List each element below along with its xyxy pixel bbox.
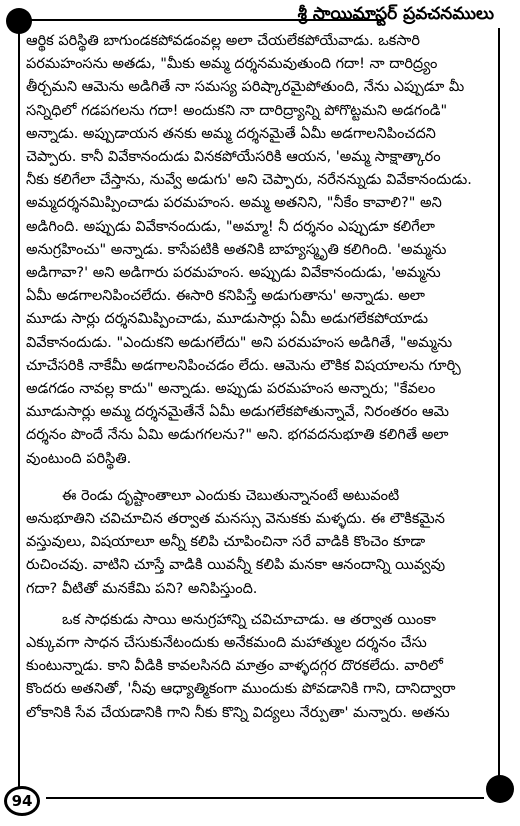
text-line: వుంటుంది పరిస్థితి. (26, 450, 132, 467)
paragraph-2 (26, 485, 496, 601)
text-line: కొందరు అతనితో, 'నీవు ఆధ్యాత్మికంగా ముందుకు పోవడానికి గాని, దానిద్వారా (26, 681, 456, 698)
paragraph-3 (26, 609, 496, 725)
page-number: 94 (4, 786, 40, 816)
paragraph-1 (26, 30, 496, 471)
text-line: ఒక సాధకుడు సాయి అనుగ్రహాన్ని చవిచూచాడు. ఆ తర్వాత యింకా (62, 611, 436, 628)
page-body-text (26, 30, 496, 725)
text-line: చూచేసరికి నాకేమీ అడగాలనిపించడం లేదు. ఆమెను లౌకిక విషయాలను గూర్చి (26, 357, 461, 374)
text-line: ఏమీ అడగాలనిపించలేదు. ఈసారి కనిపిస్తే అడుగుతాను' అన్నాడు. అలా (26, 288, 425, 305)
text-line: అనుగ్రహించు" అన్నాడు. కాసేపటికి అతనికి బాహ్యస్మృతి కలిగింది. 'అమ్మను (26, 241, 447, 258)
right-border-rule (498, 28, 500, 778)
text-line: ఆర్థిక పరిస్థితి బాగుండకపోవడంవల్ల అలా చేయలేకపోయేవాడు. ఒకసారి (26, 33, 420, 49)
text-line: పరమహంసను అతడు, "మీకు అమ్మ దర్శనమవుతుంది గదా! నా దారిద్ర్యం (26, 56, 438, 73)
left-border-rule (18, 28, 20, 800)
text-line: అమ్మదర్శనమిప్పించాడు పరమహంస. అమ్మ అతనిని, "నీకేం కావాలి?" అని (26, 195, 442, 212)
text-line: మూడుసార్లు అమ్మ దర్శనమైతేనే ఏమీ అడుగలేకపోతున్నావే, నిరంతరం ఆమె (26, 404, 449, 421)
text-line: వస్తువులు, విషయాలూ అన్నీ కలిపి చూపించినా సరే వాడికి కొంచెం కూడా (26, 534, 426, 551)
text-line: అడిగావా?' అని అడిగారు పరమహంస. అప్పుడు వివేకానందుడు, 'అమ్మను (26, 265, 441, 282)
text-line: వివేకానందుడు. "ఎందుకని అడుగలేదు" అని పరమహంస అడిగితే, "అమ్మను (26, 334, 453, 351)
text-line: ఈ రెండు దృష్టాంతాలూ ఎందుకు చెబుతున్నానంటే అటువంటి (62, 487, 400, 504)
text-line: మూడు సార్లు దర్శనమిప్పించాడు, మూడుసార్లు ఏమీ అడుగలేకపోయాడు (26, 311, 428, 328)
running-header-title: శ్రీ సాయిమాస్టర్ ప్రవచనములు (297, 4, 494, 24)
text-line: లోకానికి సేవ చేయడానికి గాని నీకు కొన్ని విద్యలు నేర్పుతా' మన్నారు. అతను (26, 704, 450, 721)
footer-dot-ornament (486, 775, 514, 803)
text-line: కుంటున్నాడు. కాని వీడికి కావలసినది మాత్రం వాళ్ళదగ్గర దొరకలేదు. వారిలో (26, 658, 443, 675)
text-line: అడిగింది. అప్పుడు వివేకానందుడు, "అమ్మా! నీ దర్శనం ఎప్పుడూ కలిగేలా (26, 218, 435, 235)
text-line: సన్నిధిలో గడపగలను గదా! అందుకని నా దారిద్ర్యాన్ని పోగొట్టమని అడగండి" (26, 102, 448, 119)
text-line: నీకు కలిగేలా చేస్తాను, నువ్వే అడుగు' అని చెప్పారు, నరేనన్నుడు వివేకానందుడు. (26, 172, 472, 189)
footer-rule (46, 797, 484, 799)
text-line: అన్నాడు. అప్పుడాయన తనకు అమ్మ దర్శనమైతే ఏమీ అడగాలనిపించదని (26, 125, 436, 142)
text-line: అడగడం నావల్ల కాదు" అన్నాడు. అప్పుడు పరమహంస అన్నారు; "కేవలం (26, 381, 436, 398)
text-line: తీర్చమని ఆమెను అడిగితే నా సమస్య పరిష్కారమైపోతుంది, నేను ఎప్పుడూ మీ (26, 79, 465, 96)
text-line: దర్శనం పొందే నేను ఏమి అడుగగలను?" అని. భగవదనుభూతి కలిగితే అలా (26, 427, 449, 444)
text-line: అనుభూతిని చవిచూచిన తర్వాత మనస్సు వెనుకకు మళ్ళదు. ఈ లౌకికమైన (26, 511, 445, 528)
text-line: గదా? వీటితో మనకేమి పని? అనిపిస్తుంది. (26, 580, 258, 597)
text-line: రుచించవు. వాటిని చూస్తే వాడికి యివన్నీ కలిపి మనకా ఆనందాన్ని యివ్వవు (26, 557, 446, 574)
text-line: ఎక్కువగా సాధన చేసుకునేటందుకు అనేకమంది మహాత్ముల దర్శనం చేసు (26, 635, 427, 652)
text-line: చెప్పారు. కానీ వివేకానందుడు వినకపోయేసరికి ఆయన, 'అమ్మ సాక్షాత్కారం (26, 149, 441, 166)
